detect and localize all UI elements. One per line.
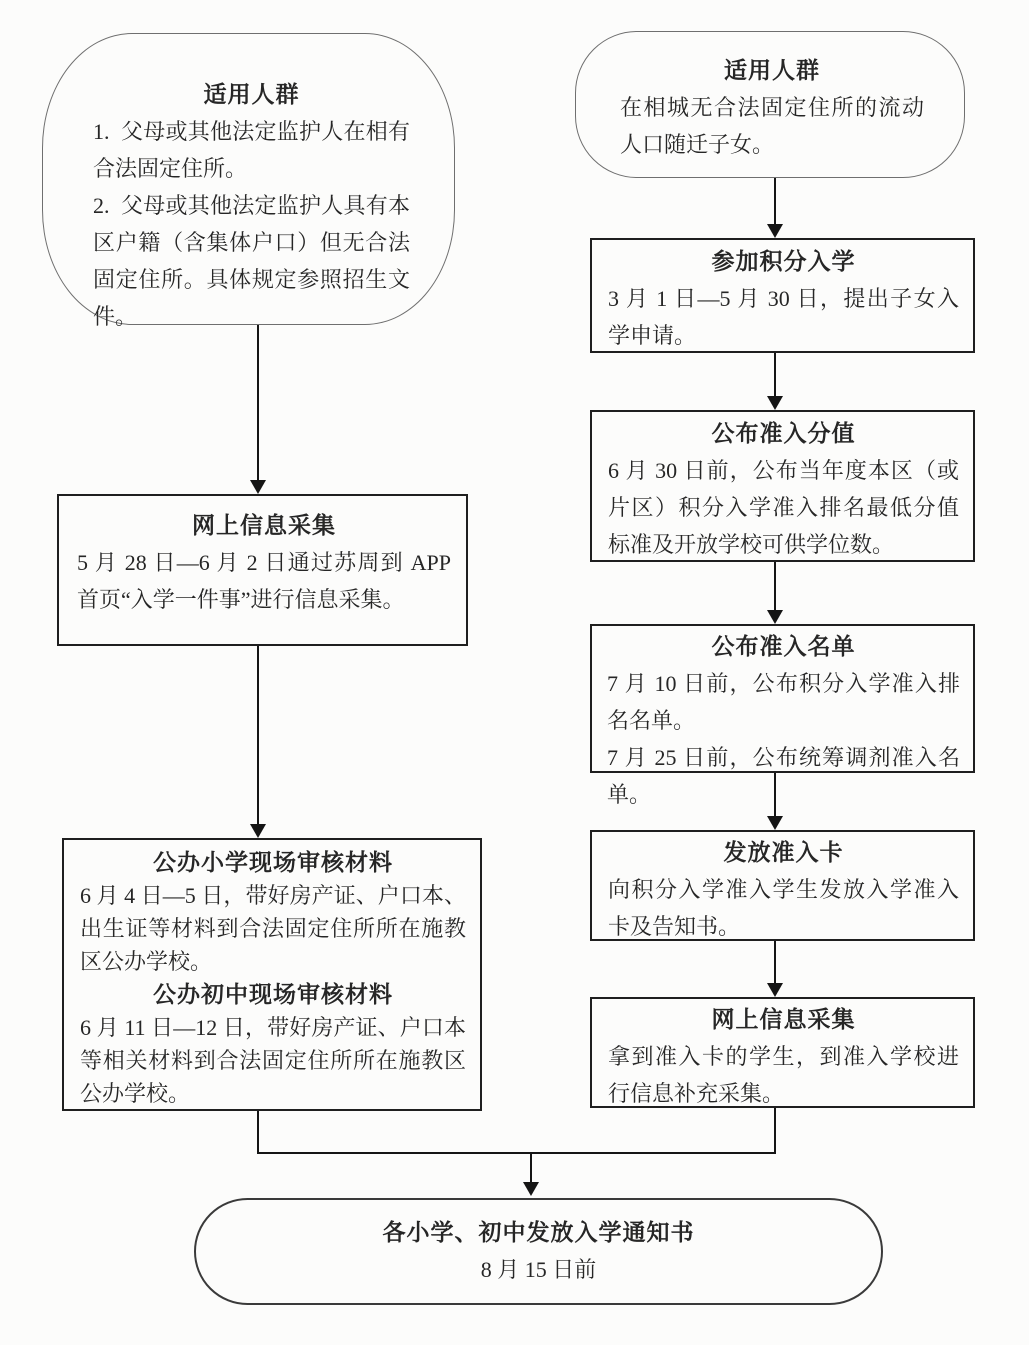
node-body-line: 8 月 15 日前 — [480, 1257, 597, 1282]
connector-right-collect-drop — [774, 1108, 776, 1154]
node-right-points-apply — [590, 238, 975, 353]
connector-right-card-to-collect — [774, 941, 776, 983]
arrowhead-down-icon — [767, 610, 783, 624]
node-title: 适用人群 — [724, 57, 820, 83]
node-body-line: 3 月 1 日—5 月 30 日，提出子女入学申请。 — [608, 286, 959, 348]
arrowhead-down-icon — [250, 480, 266, 494]
node-title: 适用人群 — [203, 81, 300, 107]
node-title: 网上信息采集 — [711, 1006, 856, 1032]
arrowhead-down-icon — [767, 224, 783, 238]
node-body-line: 6 月 4 日—5 日，带好房产证、户口本、出生证等材料到合法固定住所所在施教区公办学校。 — [80, 883, 466, 974]
connector-left-review-drop — [257, 1111, 259, 1154]
node-title: 发放准入卡 — [723, 839, 844, 865]
node-title: 参加积分入学 — [711, 248, 856, 274]
node-right-publish-score — [590, 410, 975, 562]
node-right-online-collection — [590, 997, 975, 1108]
node-right-publish-list — [590, 624, 975, 807]
connector-right-start-to-apply — [774, 178, 776, 224]
connector-left-collect-to-review — [257, 646, 259, 824]
node-body-line: 在相城无合法固定住所的流动人口随迁子女。 — [620, 95, 924, 157]
arrowhead-down-icon — [250, 824, 266, 838]
node-title: 公布准入名单 — [711, 633, 856, 659]
node-body-line: 6 月 30 日前，公布当年度本区（或片区）积分入学准入排名最低分值标准及开放学校可供学位数。 — [608, 458, 959, 557]
node-left-onsite-review — [62, 838, 482, 1111]
arrowhead-down-icon — [767, 816, 783, 830]
node-body-line: 2. 父母或其他法定监护人具有本区户籍（含集体户口）但无合法固定住所。具体规定参照招生文件。 — [93, 193, 410, 329]
arrowhead-down-icon — [767, 396, 783, 410]
node-title: 各小学、初中发放入学通知书 — [382, 1219, 695, 1245]
node-body-line: 6 月 11 日—12 日，带好房产证、户口本等相关材料到合法固定住所所在施教区公办学校。 — [80, 1015, 466, 1106]
connector-merge-horizontal — [257, 1152, 776, 1154]
node-body-line: 7 月 10 日前，公布积分入学准入排名名单。 — [607, 671, 960, 733]
connector-right-apply-to-score — [774, 353, 776, 396]
node-title: 公布准入分值 — [711, 420, 856, 446]
node-right-issue-card — [590, 830, 975, 941]
arrowhead-down-icon — [523, 1182, 539, 1196]
connector-right-list-to-card — [774, 773, 776, 816]
node-right-start-terminator — [575, 31, 965, 178]
node-body-line: 1. 父母或其他法定监护人在相有合法固定住所。 — [93, 119, 410, 181]
node-body-line: 5 月 28 日—6 月 2 日通过苏周到 APP 首页“入学一件事”进行信息采集。 — [77, 550, 457, 612]
node-title: 公办小学现场审核材料 — [153, 849, 393, 875]
node-title: 网上信息采集 — [192, 512, 336, 538]
arrowhead-down-icon — [767, 983, 783, 997]
connector-right-score-to-list — [774, 562, 776, 610]
node-left-online-collection — [57, 494, 468, 646]
node-body-line: 拿到准入卡的学生，到准入学校进行信息补充采集。 — [608, 1044, 959, 1106]
connector-left-start-to-collect — [257, 325, 259, 480]
node-body-line: 向积分入学准入学生发放入学准入卡及告知书。 — [608, 877, 959, 939]
node-left-start-terminator — [42, 33, 455, 329]
connector-merge-to-end — [530, 1152, 532, 1182]
node-end-terminator — [194, 1198, 883, 1305]
node-body-line: 7 月 25 日前，公布统筹调剂准入名单。 — [607, 745, 960, 807]
node-title: 公办初中现场审核材料 — [153, 981, 393, 1007]
